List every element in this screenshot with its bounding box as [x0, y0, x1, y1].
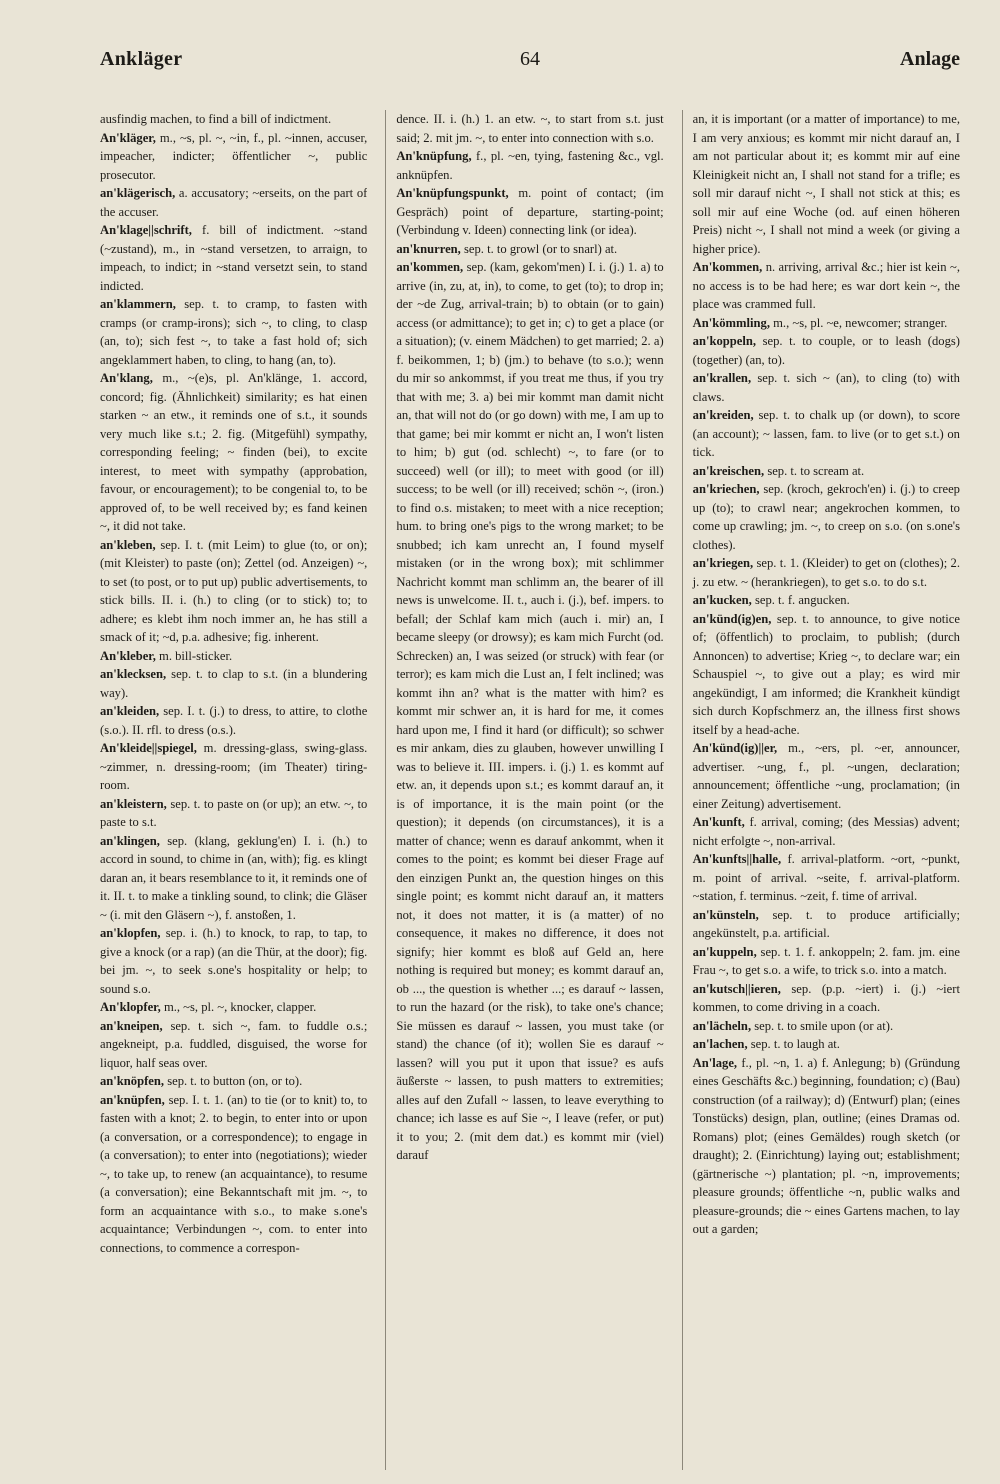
entry-text: sep. t. 1. f. ankoppeln; 2. fam. jm. eine Frau ~, to get s.o. a wife, to trick s.o. into a match. — [692, 944, 960, 977]
entry-text: m., ~s, pl. ~, ~in, f., pl. ~innen, accuser, impeacher, indicter; öffentlicher ~, public prosecutor. — [100, 130, 368, 182]
dictionary-entry — [100, 129, 367, 185]
entry-headword: An'lage, — [692, 1055, 738, 1070]
entry-text: sep. I. t. (mit Leim) to glue (to, or on); (mit Kleister) to paste (on); Zettel (od. Anzeigen) ~, to set (to post, or to put up) public advertisements, to stick bills. II. i. (h.) to cling (or to stick) to; to adhere; es klebt ihm noch immer an, he has still a smack of it; ~d, p.a. adhesive; fig. inherent. — [100, 537, 368, 644]
entry-text: m. bill-sticker. — [159, 648, 233, 663]
dictionary-entry — [693, 1035, 960, 1054]
entry-headword: an'krallen, — [692, 371, 752, 385]
entry-headword: an'kutsch||ieren, — [692, 981, 781, 996]
entry-text: sep. t. to paste on (or up); an etw. ~, to paste to s.t. — [100, 796, 368, 829]
dictionary-entry — [693, 610, 960, 740]
entry-headword: An'kunfts||halle, — [692, 852, 782, 866]
dictionary-entry — [693, 369, 960, 406]
entry-headword: an'künd(ig)en, — [692, 611, 772, 626]
columns — [100, 110, 960, 1470]
entry-text: sep. t. to smile upon (or at). — [754, 1018, 894, 1033]
entry-headword: An'kömmling, — [692, 315, 770, 330]
entry-headword: an'kreischen, — [692, 463, 765, 478]
entry-headword: an'kriegen, — [692, 556, 754, 570]
entry-text: a. accusatory; ~erseits, on the part of the accuser. — [100, 186, 368, 219]
entry-headword: An'knüpfung, — [396, 149, 472, 163]
entry-text: m. point of contact; (im Gespräch) point of departure, starting-point; (Verbindung v. Ideen) connecting link (or idea). — [396, 186, 664, 237]
entry-headword: an'kneipen, — [100, 1018, 163, 1033]
entry-text: sep. (kam, gekom'men) I. i. (j.) 1. a) to arrive (in, zu, at, in), to come, to get (to); to drop in; der ~de Zug, arrival-train; b) to obtain (or to gain) access (or admittance); to get in; c) to get a place (or a situation); (v. einem Mädchen) to get married; 2. a) f. beikommen, 1; b) (jm.) to behave (to s.o.); wenn du mir so ankommst, if you treat me thus, if you try that with me; 3. a) bei mir kommt man damit nicht an, that will not do (or go down) with me, I am up to that game; bei mir kommt er nicht an, I won't listen to him; b) gut (od. schlecht) ~, to fare (or to succeed) well (or ill); to meet with good (or ill) success; to be well (or ill) received; schön ~, (iron.) to find o.s. mistaken; to meet with a nice reception; hum. to bring one's pigs to the wrong market; to be snubbed; ich kam unrecht an, I found myself mistaken (or in the wrong box); mit schlimmer Nachricht kommt man schlimm an, the bearer of ill news is unwelcome. II. t., auch i. (j.), bef. impers. to befall; der Schlaf kam mich (auch i. mir) an, I became sleepy (or drowsy); es kam mich Furcht (od. Schrecken) an, I was seized (or struck) with fear (or terror); es kam mich die Lust an, I felt inclined; was kommt ihn an? what is the matter with him? es kommt mir schwer an, it is hard for me, it comes hard upon me, I find it hard (or difficult); so schwer es mir ankam, dies zu glauben, however unwilling I was to believe it. III. impers. i. (j.) 1. es kommt auf etw. an, it depends upon s.t.; es kommt darauf an, it is of importance, it is the main point (or the question); it depends (on circumstances), it is a matter of chance; wenn es darauf ankommt, when it comes to the point; es kommt bei dieser Frage auf den einzigen Punkt an, the question hinges on this single point; es kommt nicht darauf an, it matters not, it does not matter, it is (a matter) of no consequence, it makes no difference, it does not signify; hier kommt es bloß auf Geld an, here nothing is required but money; es kommt darauf an, ob ..., the question is whether ...; es darauf ~ lassen, to run the hazard (or the risk), to take one's chance; Sie müssen es darauf ~ lassen, you must take (or stand) the chance (of it); wollen Sie es darauf ~ lassen? will you put it upon that issue? es aufs äußerste ~ lassen, to push matters to extremities; alles auf den Zufall ~ lassen, to leave everything to chance; ich lasse es auf Sie ~, I leave (refer, or put) it to you; 2. (mit dem dat.) es kommt mir (viel) darauf — [396, 260, 664, 1162]
dictionary-entry — [693, 554, 960, 591]
entry-text: sep. t. to scream at. — [767, 463, 865, 478]
entry-text: sep. t. to chalk up (or down), to score (an account); ~ lassen, fam. to live (or to get s.t.) on tick. — [692, 408, 960, 459]
dictionary-entry — [100, 1072, 367, 1091]
header-right-guideword: Anlage — [900, 48, 960, 70]
entry-text: sep. (kroch, gekroch'en) i. (j.) to creep up (to); to crawl near; angekrochen kommen, to come up crawling; jm. ~, to creep on s.o. (on s.one's clothes). — [692, 482, 960, 552]
column-2 — [385, 110, 663, 1470]
entry-headword: an'klecksen, — [100, 667, 167, 681]
dictionary-entry — [100, 702, 367, 739]
entry-text: sep. I. t. 1. (an) to tie (or to knit) to, to fasten with a knot; 2. to begin, to enter into or upon (a conversation, or a correspondence); to engage in (a conversation); to enter into (negotiations); wieder ~, to take up, to renew (an acquaintance), to resume (a conversation); eine Bekanntschaft mit jm. ~, to form an acquaintance with s.o., to make s.one's acquaintance; Verbindungen ~, com. to enter into connections, to commence a correspon- — [100, 1092, 368, 1255]
entry-text: sep. t. to laugh at. — [750, 1037, 840, 1051]
dictionary-entry — [693, 1054, 960, 1239]
dictionary-entry — [693, 258, 960, 314]
entry-text: sep. t. to button (on, or to). — [167, 1074, 303, 1088]
entry-text: f., pl. ~n, 1. a) f. Anlegung; b) (Gründung eines Geschäfts &c.) beginning, foundation; c) (Bau) construction (of a railway); d) (Entwurf) plan; (eines Tonstücks) design, plan, outline; (eines Dramas od. Romans) plot; (eines Gemäldes) rough sketch (or draught); 2. (Einrichtung) laying out; establishment; (gärtnerische ~) plantation; pl. ~n, improvements; pleasure grounds; öffentliche ~n, public walks and pleasure-grounds; die ~ eines Gartens machen, to lay out a garden; — [692, 1055, 960, 1236]
entry-headword: an'kleistern, — [100, 796, 167, 811]
entry-text: sep. t. to produce artificially; angekünstelt, p.a. artificial. — [692, 907, 960, 940]
entry-headword: An'klage||schrift, — [100, 223, 192, 237]
dictionary-entry — [693, 591, 960, 610]
entry-text: f., pl. ~en, tying, fastening &c., vgl. anknüpfen. — [396, 149, 664, 182]
entry-headword: an'künsteln, — [692, 907, 759, 922]
entry-headword: An'kommen, — [692, 260, 763, 274]
entry-headword: an'klopfen, — [100, 926, 161, 940]
entry-text: sep. t. to clap to s.t. (in a blundering way). — [100, 667, 368, 700]
dictionary-entry — [100, 536, 367, 647]
dictionary-entry — [693, 332, 960, 369]
entry-headword: an'kriechen, — [692, 482, 760, 496]
entry-headword: An'kläger, — [100, 130, 156, 145]
entry-text: dence. II. i. (h.) 1. an etw. ~, to start from s.t. just said; 2. mit jm. ~, to enter into connection with s.o. — [396, 112, 664, 145]
dictionary-entry — [396, 258, 663, 1165]
dictionary-entry — [100, 739, 367, 795]
entry-headword: an'kommen, — [396, 260, 464, 274]
entry-text: f. arrival, coming; (des Messias) advent; nicht erfolgte ~, non-arrival. — [692, 815, 960, 848]
dictionary-entry — [693, 980, 960, 1017]
entry-text: n. arriving, arrival &c.; hier ist kein ~, no access is to be had here; es war dort kein ~, the place was crammed full. — [692, 260, 960, 311]
dictionary-entry — [100, 665, 367, 702]
dictionary-entry — [693, 813, 960, 850]
entry-headword: an'kleiden, — [100, 704, 160, 718]
dictionary-entry — [693, 943, 960, 980]
dictionary-entry — [100, 998, 367, 1017]
entry-text: an, it is important (or a matter of importance) to me, I am very anxious; es kommt mir nicht darauf an, I am not particular about it; es kommt mir auf eine Kleinigkeit nicht an, I shall not stand for a trifle; es soll mir darauf nicht ~, I shall not stick at this; es soll mir auf eine Woche (od. auf einen höheren Preis) nicht ~, I shall not mind a week (or giving a higher price). — [692, 112, 960, 256]
dictionary-entry — [693, 850, 960, 906]
dictionary-entry — [693, 110, 960, 258]
dictionary-entry — [693, 1017, 960, 1036]
entry-headword: An'klang, — [100, 371, 153, 385]
dictionary-entry — [100, 832, 367, 925]
entry-headword: an'lachen, — [692, 1037, 748, 1051]
entry-text: sep. (klang, geklung'en) I. i. (h.) to accord in sound, to chime in (an, with); fig. es klingt daran an, it bears resemblance to it, it reminds one of it. II. t. to make a tinkling sound, to clink; die Gläser ~ (i. mit den Gläsern ~), f. anstoßen, 1. — [100, 833, 368, 922]
entry-text: f. bill of indictment. ~stand (~zustand), m., in ~stand versetzen, to arraign, to impeach, to indict; in ~stand versetzt sein, to stand indicted. — [100, 223, 368, 293]
header-left-guideword: Ankläger — [100, 48, 183, 70]
entry-headword: an'kleben, — [100, 537, 156, 552]
entry-headword: an'klingen, — [100, 833, 160, 848]
dictionary-entry — [396, 110, 663, 147]
entry-headword: an'knurren, — [396, 241, 461, 256]
dictionary-entry — [100, 221, 367, 295]
dictionary-entry — [100, 295, 367, 369]
entry-text: sep. t. to couple, or to leash (dogs) (together) (an, to). — [692, 334, 960, 367]
dictionary-entry — [396, 147, 663, 184]
dictionary-entry — [100, 369, 367, 536]
entry-headword: An'knüpfungspunkt, — [396, 186, 509, 200]
dictionary-entry — [693, 739, 960, 813]
column-1 — [100, 110, 367, 1470]
entry-text: sep. i. (h.) to knock, to rap, to tap, to give a knock (or a rap) (an die Thür, at the door); fig. bei jm. ~, to seek s.one's hospitality or help; to sound s.o. — [100, 926, 368, 996]
entry-headword: an'klägerisch, — [100, 186, 176, 200]
column-3 — [682, 110, 960, 1470]
entry-text: m., ~ers, pl. ~er, announcer, advertiser. ~ung, f., pl. ~ungen, declaration; announcement; öffentliche ~ung, proclamation; (in einer Zeitung) advertisement. — [692, 741, 960, 811]
dictionary-entry — [100, 795, 367, 832]
page-number: 64 — [520, 48, 540, 70]
entry-headword: An'kleide||spiegel, — [100, 741, 197, 755]
entry-headword: An'klopfer, — [100, 1000, 161, 1014]
dictionary-entry — [693, 906, 960, 943]
entry-text: m., ~s, pl. ~e, newcomer; stranger. — [773, 315, 948, 330]
entry-headword: An'künd(ig)||er, — [692, 741, 778, 755]
dictionary-entry — [396, 240, 663, 259]
entry-text: sep. t. sich ~, fam. to fuddle o.s.; angekneipt, p.a. fuddled, disguised, the worse for liquor, half seas over. — [100, 1018, 368, 1070]
entry-text: sep. t. to announce, to give notice of; (öffentlich) to proclaim, to publish; (durch Annoncen) to advertise; Krieg ~, to declare war; ein Schauspiel ~, to give out a play; es wird mir angekündigt, I am informed; die Krankheit kündigt sich durch Kopfschmerz an, the illness first shows itself by a head-ache. — [692, 611, 960, 737]
dictionary-entry — [100, 1017, 367, 1073]
entry-text: m. dressing-glass, swing-glass. ~zimmer, n. dressing-room; (im Theater) tiring-room. — [100, 741, 368, 792]
page-header — [100, 40, 960, 82]
entry-headword: an'lächeln, — [692, 1018, 752, 1033]
entry-text: m., ~s, pl. ~, knocker, clapper. — [163, 1000, 317, 1014]
dictionary-entry — [693, 314, 960, 333]
entry-text: ausfindig machen, to find a bill of indictment. — [100, 112, 332, 126]
dictionary-entry — [693, 462, 960, 481]
entry-text: sep. t. to growl (or to snarl) at. — [464, 241, 618, 256]
entry-text: m., ~(e)s, pl. An'klänge, 1. accord, concord; fig. (Ähnlichkeit) similarity; es hat einen starken ~ an etw., it reminds one of s.t., it sounds very much like s.t.; 2. fig. (Mitgefühl) sympathy, corresponding feeling; ~ finden (bei), to excite interest, to meet with sympathy (approbation, favour, or encouragement); to be congenial to, to be approved of, to be well received by; es fand keinen ~, it did not take. — [100, 371, 368, 533]
entry-headword: an'koppeln, — [692, 334, 757, 348]
entry-text: sep. t. sich ~ (an), to cling (to) with claws. — [692, 371, 960, 404]
dictionary-entry — [100, 1091, 367, 1258]
dictionary-entry — [100, 184, 367, 221]
entry-headword: an'kreiden, — [692, 408, 754, 422]
entry-text: sep. t. 1. (Kleider) to get on (clothes); 2. j. zu etw. ~ (herankriegen), to get s.o. to do s.t. — [692, 556, 960, 589]
dictionary-entry — [693, 406, 960, 462]
entry-text: sep. t. f. angucken. — [754, 593, 850, 607]
dictionary-entry — [100, 924, 367, 998]
dictionary-entry — [100, 647, 367, 666]
entry-headword: an'kucken, — [692, 593, 752, 607]
entry-headword: an'kuppeln, — [692, 944, 757, 959]
entry-headword: An'kleber, — [100, 648, 156, 663]
entry-text: sep. (p.p. ~iert) i. (j.) ~iert kommen, to come driving in a coach. — [692, 981, 960, 1014]
dictionary-entry — [100, 110, 367, 129]
dictionary-entry — [396, 184, 663, 240]
dictionary-entry — [693, 480, 960, 554]
entry-headword: an'knöpfen, — [100, 1074, 165, 1088]
entry-headword: an'klammern, — [100, 297, 176, 311]
entry-text: sep. t. to cramp, to fasten with cramps (or cramp-irons); sich ~, to cling, to clasp (an, to); sich fest ~, to take a fast hold of; sich angeklammert haben, to cling, to hang (an, to). — [100, 297, 368, 367]
entry-headword: an'knüpfen, — [100, 1092, 165, 1107]
entry-text: f. arrival-platform. ~ort, ~punkt, m. point of arrival. ~seite, f. arrival-platform. ~station, f. terminus. ~zeit, f. time of arrival. — [692, 852, 960, 903]
entry-text: sep. I. t. (j.) to dress, to attire, to clothe (s.o.). II. rfl. to dress (o.s.). — [100, 704, 368, 737]
entry-headword: An'kunft, — [692, 815, 745, 829]
